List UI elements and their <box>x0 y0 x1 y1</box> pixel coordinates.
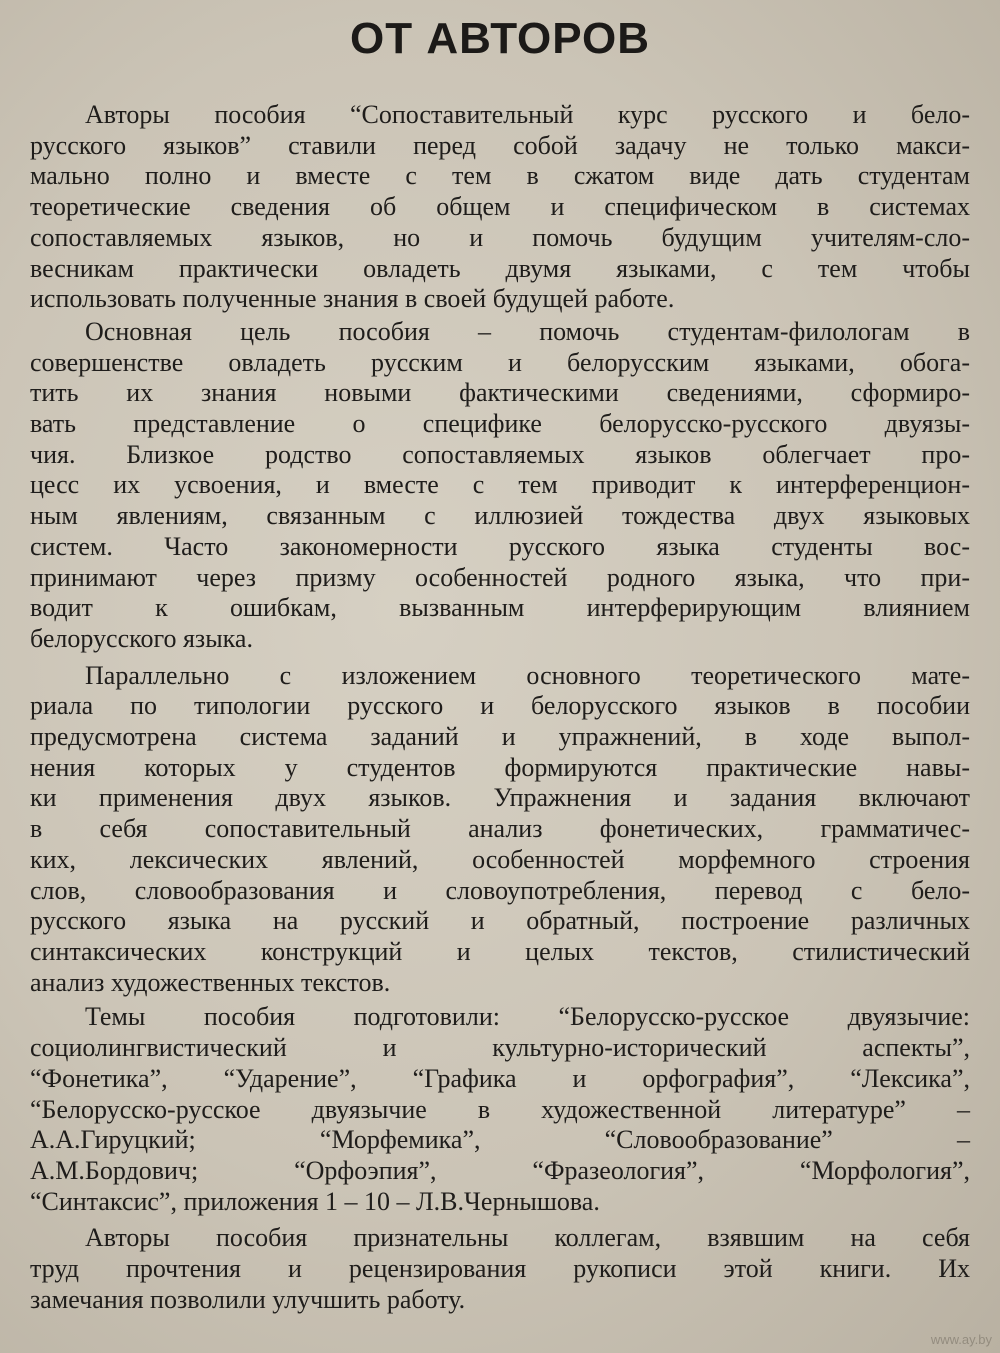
body-text <box>30 100 970 1315</box>
text-line: “Фонетика”, “Ударение”, “Графика и орфография”, “Лексика”, <box>30 1063 970 1093</box>
text-line: социолингвистический и культурно-исторический аспекты”, <box>30 1033 970 1063</box>
text-line: тить их знания новыми фактическими сведениями, сформиро- <box>30 378 970 408</box>
text-line: синтаксических конструкций и целых текстов, стилистический <box>30 936 970 966</box>
text-line: использовать полученные знания в своей будущей работе. <box>30 284 675 314</box>
paragraph-2 <box>30 317 970 655</box>
text-line: Параллельно с изложением основного теоретического мате- <box>85 660 970 690</box>
text-line: белорусского языка. <box>30 623 253 653</box>
text-line: Авторы пособия признательны коллегам, взявшим на себя <box>85 1223 970 1253</box>
paragraph-5 <box>30 1223 970 1315</box>
text-line: слов, словообразования и словоупотребления, перевод с бело- <box>30 875 970 905</box>
text-line: ки применения двух языков. Упражнения и задания включают <box>30 783 970 813</box>
text-line: водит к ошибкам, вызванным интерферирующим влиянием <box>30 593 970 623</box>
paragraph-4 <box>30 1002 970 1217</box>
paragraph-3 <box>30 661 970 999</box>
text-line: нения которых у студентов формируются практические навы- <box>30 752 970 782</box>
text-line: теоретические сведения об общем и специфическом в системах <box>30 192 970 222</box>
text-line: мально полно и вместе с тем в сжатом виде дать студентам <box>30 161 970 191</box>
text-line: принимают через призму особенностей родного языка, что при- <box>30 562 970 592</box>
text-line: А.А.Гируцкий; “Морфемика”, “Словообразование” – <box>30 1125 970 1155</box>
text-line: совершенстве овладеть русским и белорусским языками, обога- <box>30 347 970 377</box>
text-line: в себя сопоставительный анализ фонетических, грамматичес- <box>30 814 970 844</box>
watermark: www.ay.by <box>930 1332 992 1347</box>
text-line: “Белорусско-русское двуязычие в художественной литературе” – <box>30 1094 970 1124</box>
text-line: “Синтаксис”, приложения 1 – 10 – Л.В.Чернышова. <box>30 1186 600 1216</box>
text-line: ным явлениям, связанным с иллюзией тождества двух языковых <box>30 501 970 531</box>
text-line: сопоставляемых языков, но и помочь будущим учителям-сло- <box>30 222 970 252</box>
text-line: труд прочтения и рецензирования рукописи этой книги. Их <box>30 1254 970 1284</box>
text-line: цесс их усвоения, и вместе с тем приводит к интерференцион- <box>30 470 970 500</box>
text-line: А.М.Бордович; “Орфоэпия”, “Фразеология”, “Морфология”, <box>30 1155 970 1185</box>
page-title: ОТ АВТОРОВ <box>350 14 650 63</box>
text-line: весникам практически овладеть двумя языками, с тем чтобы <box>30 253 970 283</box>
text-line: Темы пособия подготовили: “Белорусско-русское двуязычие: <box>85 1002 970 1032</box>
text-line: чия. Близкое родство сопоставляемых языков облегчает про- <box>30 439 970 469</box>
paragraph-1 <box>30 100 970 315</box>
text-line: ких, лексических явлений, особенностей морфемного строения <box>30 844 970 874</box>
text-line: русского языка на русский и обратный, построение различных <box>30 906 970 936</box>
text-line: Авторы пособия “Сопоставительный курс русского и бело- <box>85 100 970 129</box>
text-line: риала по типологии русского и белорусского языков в пособии <box>30 691 970 721</box>
text-line: русского языков” ставили перед собой задачу не только макси- <box>30 130 970 160</box>
text-line: вать представление о специфике белорусско-русского двуязы- <box>30 409 970 439</box>
text-line: предусмотрена система заданий и упражнений, в ходе выпол- <box>30 722 970 752</box>
text-line: систем. Часто закономерности русского языка студенты вос- <box>30 531 970 561</box>
text-line: Основная цель пособия – помочь студентам-филологам в <box>85 316 970 346</box>
text-line: анализ художественных текстов. <box>30 967 391 997</box>
text-line: замечания позволили улучшить работу. <box>30 1284 466 1314</box>
